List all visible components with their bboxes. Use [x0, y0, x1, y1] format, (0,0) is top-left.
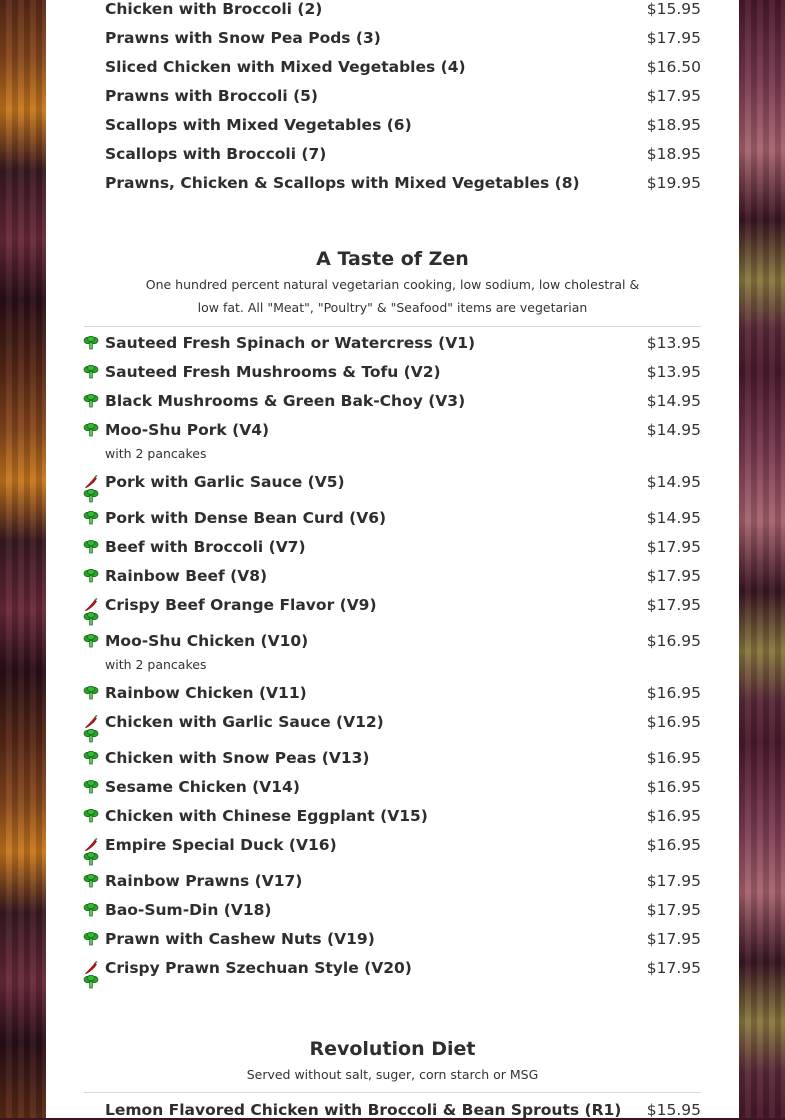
- broccoli-icon: [83, 932, 99, 946]
- menu-item-name: Prawns with Snow Pea Pods (3): [105, 29, 381, 47]
- section-description: low fat. All "Meat", "Poultry" & "Seafood" items are vegetarian: [197, 300, 588, 315]
- broccoli-icon: [83, 612, 99, 626]
- menu-item-price: $17.95: [646, 872, 701, 890]
- broccoli-icon: [83, 634, 99, 648]
- menu-item-name: Empire Special Duck (V16): [105, 836, 337, 854]
- menu-item-icons: [83, 903, 101, 917]
- menu-item-price: $15.95: [646, 1101, 701, 1119]
- background-photo-left: [0, 0, 46, 1118]
- chili-pepper-icon: [83, 838, 99, 852]
- menu-item-name: Sauteed Fresh Mushrooms & Tofu (V2): [105, 363, 441, 381]
- menu-item-name: Prawn with Cashew Nuts (V19): [105, 930, 375, 948]
- menu-item-price: $15.95: [646, 0, 701, 18]
- menu-item-icons: [83, 423, 101, 437]
- menu-item-name: Beef with Broccoli (V7): [105, 538, 306, 556]
- menu-item-icons: [83, 715, 101, 743]
- menu-item-name: Moo-Shu Pork (V4): [105, 421, 270, 439]
- menu-item-price: $17.95: [646, 567, 701, 585]
- menu-item-price: $19.95: [646, 174, 701, 192]
- menu-item-name: Lemon Flavored Chicken with Broccoli & Bean Sprouts (R1): [105, 1101, 622, 1119]
- chili-pepper-icon: [83, 961, 99, 975]
- menu-item-name: Chicken with Snow Peas (V13): [105, 749, 370, 767]
- broccoli-icon: [83, 729, 99, 743]
- menu-item-icons: [83, 569, 101, 583]
- menu-item-price: $16.95: [646, 749, 701, 767]
- menu-item-price: $18.95: [646, 145, 701, 163]
- menu-item-icons: [83, 751, 101, 765]
- menu-item-icons: [83, 475, 101, 503]
- menu-item-icons: [83, 336, 101, 350]
- broccoli-icon: [83, 489, 99, 503]
- menu-item-price: $14.95: [646, 473, 701, 491]
- broccoli-icon: [83, 809, 99, 823]
- menu-item-price: $16.95: [646, 684, 701, 702]
- menu-item-note: with 2 pancakes: [105, 446, 207, 461]
- section-description: Served without salt, suger, corn starch or MSG: [246, 1067, 539, 1082]
- menu-item-name: Rainbow Chicken (V11): [105, 684, 307, 702]
- broccoli-icon: [83, 423, 99, 437]
- menu-item-name: Prawns, Chicken & Scallops with Mixed Vegetables (8): [105, 174, 580, 192]
- menu-item-icons: [83, 838, 101, 866]
- section-title: A Taste of Zen: [316, 248, 469, 270]
- broccoli-icon: [83, 975, 99, 989]
- menu-item-icons: [83, 634, 101, 648]
- menu-item-icons: [83, 365, 101, 379]
- menu-item-name: Sesame Chicken (V14): [105, 778, 300, 796]
- broccoli-icon: [83, 394, 99, 408]
- broccoli-icon: [83, 686, 99, 700]
- menu-item-icons: [83, 686, 101, 700]
- section-divider: [84, 1092, 701, 1093]
- broccoli-icon: [83, 540, 99, 554]
- menu-item-icons: [83, 394, 101, 408]
- menu-item-price: $17.95: [646, 596, 701, 614]
- menu-item-price: $17.95: [646, 930, 701, 948]
- section-title: Revolution Diet: [309, 1038, 476, 1060]
- broccoli-icon: [83, 780, 99, 794]
- menu-item-name: Chicken with Broccoli (2): [105, 0, 323, 18]
- menu-item-name: Prawns with Broccoli (5): [105, 87, 319, 105]
- menu-item-icons: [83, 511, 101, 525]
- menu-item-price: $16.50: [646, 58, 701, 76]
- broccoli-icon: [83, 511, 99, 525]
- menu-item-name: Black Mushrooms & Green Bak-Choy (V3): [105, 392, 466, 410]
- broccoli-icon: [83, 336, 99, 350]
- menu-item-name: Moo-Shu Chicken (V10): [105, 632, 309, 650]
- broccoli-icon: [83, 903, 99, 917]
- menu-item-price: $17.95: [646, 901, 701, 919]
- broccoli-icon: [83, 874, 99, 888]
- menu-item-name: Rainbow Beef (V8): [105, 567, 268, 585]
- broccoli-icon: [83, 852, 99, 866]
- menu-item-name: Crispy Beef Orange Flavor (V9): [105, 596, 377, 614]
- menu-item-icons: [83, 598, 101, 626]
- menu-item-price: $17.95: [646, 29, 701, 47]
- menu-item-price: $17.95: [646, 87, 701, 105]
- menu-item-price: $14.95: [646, 421, 701, 439]
- menu-item-price: $16.95: [646, 713, 701, 731]
- menu-item-note: with 2 pancakes: [105, 657, 207, 672]
- menu-item-icons: [83, 780, 101, 794]
- menu-item-price: $16.95: [646, 778, 701, 796]
- menu-panel: [46, 0, 739, 1118]
- menu-item-price: $16.95: [646, 632, 701, 650]
- menu-item-name: Sauteed Fresh Spinach or Watercress (V1): [105, 334, 476, 352]
- menu-item-name: Scallops with Broccoli (7): [105, 145, 327, 163]
- section-divider: [84, 326, 701, 327]
- menu-item-price: $13.95: [646, 334, 701, 352]
- menu-item-icons: [83, 540, 101, 554]
- menu-item-name: Chicken with Garlic Sauce (V12): [105, 713, 384, 731]
- menu-item-price: $16.95: [646, 807, 701, 825]
- broccoli-icon: [83, 365, 99, 379]
- menu-item-name: Rainbow Prawns (V17): [105, 872, 303, 890]
- broccoli-icon: [83, 751, 99, 765]
- menu-item-name: Crispy Prawn Szechuan Style (V20): [105, 959, 412, 977]
- menu-item-price: $17.95: [646, 959, 701, 977]
- menu-item-price: $14.95: [646, 392, 701, 410]
- section-description: One hundred percent natural vegetarian cooking, low sodium, low cholestral &: [145, 277, 640, 292]
- chili-pepper-icon: [83, 475, 99, 489]
- menu-item-price: $13.95: [646, 363, 701, 381]
- menu-item-price: $16.95: [646, 836, 701, 854]
- menu-item-price: $17.95: [646, 538, 701, 556]
- menu-item-price: $14.95: [646, 509, 701, 527]
- menu-item-name: Chicken with Chinese Eggplant (V15): [105, 807, 428, 825]
- menu-item-name: Sliced Chicken with Mixed Vegetables (4): [105, 58, 466, 76]
- broccoli-icon: [83, 569, 99, 583]
- menu-item-icons: [83, 961, 101, 989]
- menu-item-name: Scallops with Mixed Vegetables (6): [105, 116, 412, 134]
- menu-item-name: Pork with Garlic Sauce (V5): [105, 473, 345, 491]
- chili-pepper-icon: [83, 598, 99, 612]
- menu-item-icons: [83, 874, 101, 888]
- chili-pepper-icon: [83, 715, 99, 729]
- menu-item-icons: [83, 932, 101, 946]
- menu-item-icons: [83, 809, 101, 823]
- menu-item-name: Bao-Sum-Din (V18): [105, 901, 272, 919]
- menu-item-price: $18.95: [646, 116, 701, 134]
- menu-item-name: Pork with Dense Bean Curd (V6): [105, 509, 387, 527]
- background-photo-right: [739, 0, 785, 1118]
